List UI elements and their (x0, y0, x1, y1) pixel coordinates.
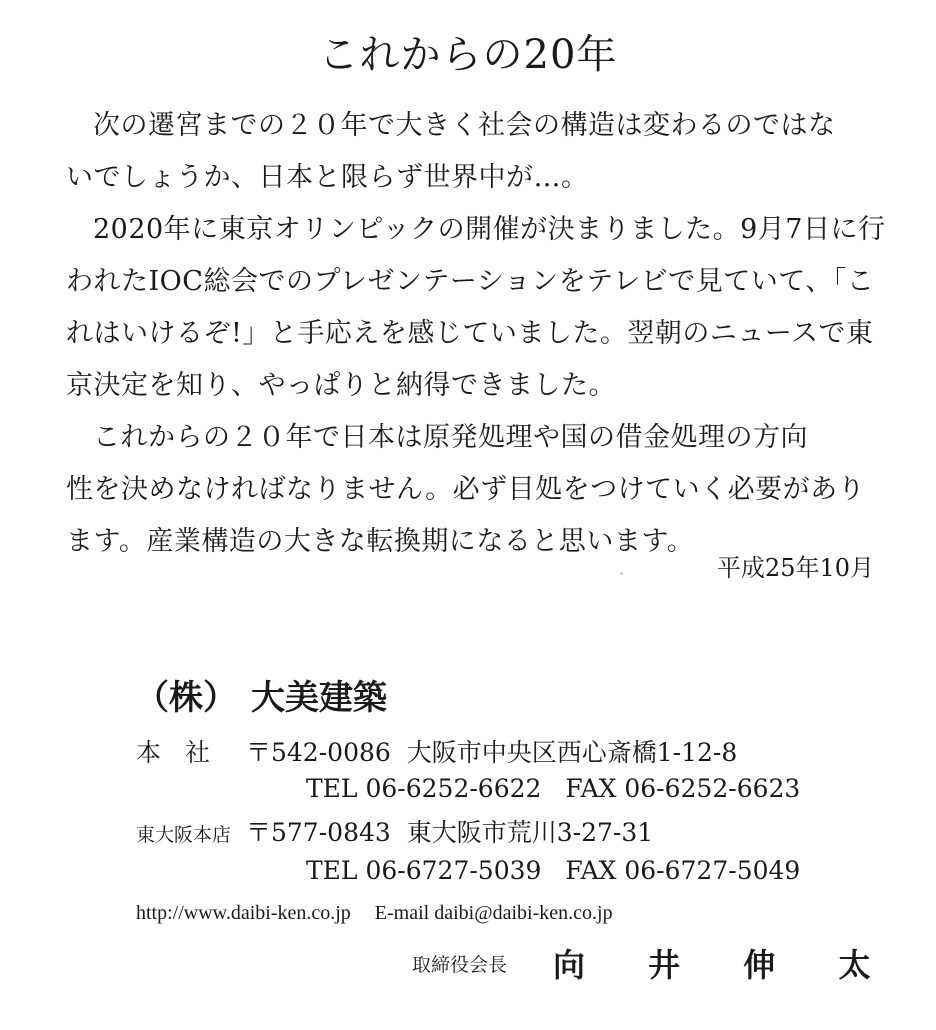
paragraph-2-line-2: われたIOC総会でのプレゼンテーションをテレビで見ていて、「こ (66, 266, 875, 297)
head-office-fax: FAX 06-6252-6623 (565, 774, 801, 803)
paragraph-3-line-2: 性を決めなければなりません。必ず目処をつけていく必要があり (66, 474, 866, 505)
head-office-address (136, 736, 737, 770)
contact-line (136, 898, 613, 928)
signature (412, 940, 896, 986)
branch-office-tel: TEL 06-6727-5039 (306, 856, 542, 885)
branch-office-phone (306, 854, 800, 888)
head-office-phone (306, 772, 800, 806)
company-name (135, 676, 387, 720)
page-title: これからの20年 (318, 32, 618, 78)
paragraph-1-line-2: いでしょうか、日本と限らず世界中が…。 (66, 162, 589, 193)
message-body (66, 100, 886, 568)
head-office-postal: 〒542-0086 (246, 738, 391, 767)
paragraph-3-line-3: ます。産業構造の大きな転換期になると思います。 (66, 526, 695, 557)
scan-speck (620, 572, 623, 575)
company-prefix: （株） (135, 678, 237, 718)
branch-office-label: 東大阪本店 (136, 824, 232, 846)
paragraph-2-line-4: 京決定を知り、やっぱりと納得できました。 (66, 370, 616, 401)
paragraph-1-line-1: 次の遷宮までの２０年で大きく社会の構造は変わるのではな (93, 110, 836, 141)
email-link[interactable]: E-mail daibi@daibi-ken.co.jp (374, 902, 613, 924)
branch-office-street: 東大阪市荒川3-27-31 (406, 818, 654, 847)
company-label: 大美建築 (251, 678, 387, 718)
paragraph-2-line-1: 2020年に東京オリンピックの開催が決まりました。9月7日に行 (93, 214, 886, 245)
branch-office-postal: 〒577-0843 (246, 818, 391, 847)
paragraph-3-line-1: これからの２０年で日本は原発処理や国の借金処理の方向 (93, 422, 808, 453)
paragraph-2-line-3: れはいけるぞ!」と手応えを感じていました。翌朝のニュースで東 (66, 318, 874, 349)
head-office-tel: TEL 06-6252-6622 (306, 774, 542, 803)
head-office-street: 大阪市中央区西心斎橋1-12-8 (406, 738, 738, 767)
website-link[interactable]: http://www.daibi-ken.co.jp (136, 902, 351, 924)
signer-role: 取締役会長 (412, 953, 508, 976)
date-line: 平成25年10月 (716, 554, 874, 582)
branch-office-fax: FAX 06-6727-5049 (565, 856, 801, 885)
signer-name: 向 井 伸 太 (553, 946, 897, 984)
head-office-label: 本 社 (136, 738, 218, 767)
branch-office-address (136, 816, 653, 852)
